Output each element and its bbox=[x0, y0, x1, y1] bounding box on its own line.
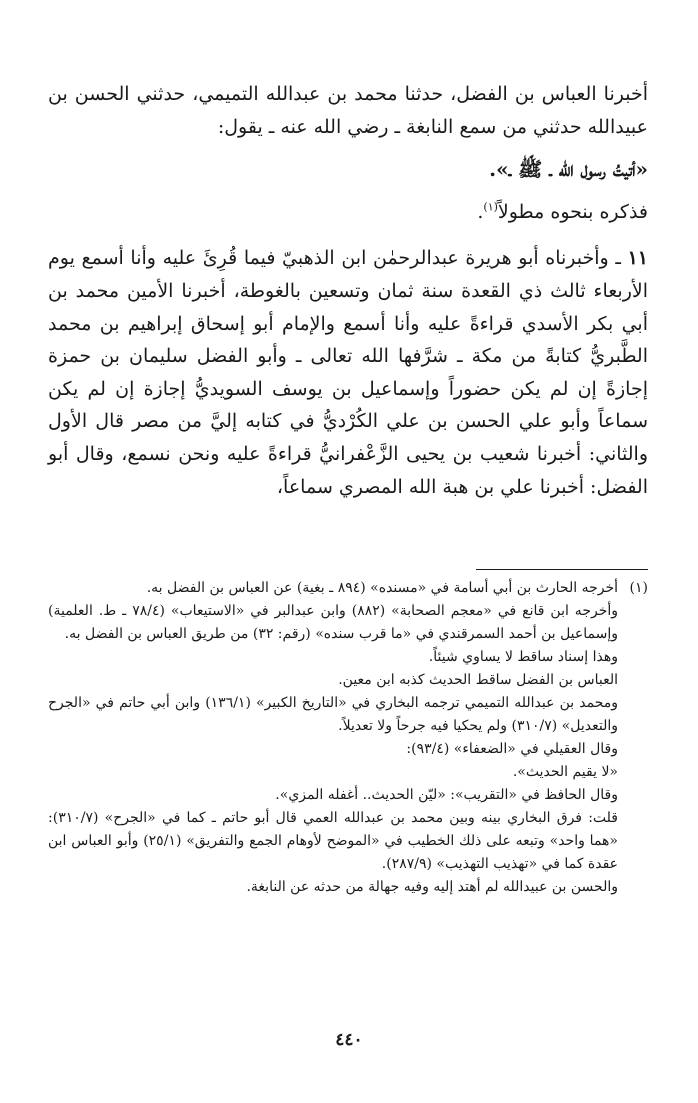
after-quote-end: . bbox=[477, 200, 484, 223]
footnote-line: ومحمد بن عبدالله التميمي ترجمه البخاري في «التاريخ الكبير» (١٣٦/١) وابن أبي حاتم في «الجرح والتعديل» (٣١٠/٧) ولم يحكيا فيه جرحاً ولا تعديلاً. bbox=[48, 695, 618, 734]
footnote-line: العباس بن الفضل ساقط الحديث كذبه ابن معين. bbox=[338, 672, 618, 688]
footnote-line: «لا يقيم الحديث». bbox=[512, 764, 618, 780]
footnote-line: وهذا إسناد ساقط لا يساوي شيئاً. bbox=[428, 649, 618, 665]
footnote-reference: (١) bbox=[483, 200, 498, 214]
footnotes bbox=[48, 577, 648, 899]
footnote-marker: (١) bbox=[629, 580, 648, 596]
page-number: ٤٤٠ bbox=[335, 1030, 363, 1050]
after-quote-text: فذكره بنحوه مطولاً bbox=[497, 200, 648, 223]
footnote-line: قلت: فرق البخاري بينه وبين محمد بن عبدالله العمي قال أبو حاتم ـ كما في «الجرح» (٣١٠/٧): «هما واحد» وتبعه على ذلك الخطيب في «الموضح لأوهام الجمع والتفريق» (٢٥/١) وأبو العباس ابن عقدة كما في «تهذيب التهذيب» (٢٨٧/٩). bbox=[48, 810, 618, 872]
hadith-number: ١١ bbox=[627, 247, 648, 270]
hadith-quote: «أتيتُ رسول الله ـ ﷺ ـ». bbox=[489, 157, 648, 182]
footnote-separator bbox=[476, 569, 648, 570]
after-quote-paragraph bbox=[48, 196, 648, 229]
hadith-paragraph bbox=[48, 242, 648, 503]
footnote-line: وأخرجه ابن قانع في «معجم الصحابة» (٨٨٢) وابن عبدالبر في «الاستيعاب» (٧٨/٤ ـ ط. العلمية) وإسماعيل بن أحمد السمرقندي في «ما قرب سنده» (رقم: ٣٢) من طريق العباس بن الفضل به. bbox=[48, 603, 618, 642]
footnote-line: وقال العقيلي في «الضعفاء» (٩٣/٤): bbox=[406, 741, 618, 757]
hadith-text: ـ وأخبرناه أبو هريرة عبدالرحمٰن ابن الذهبيّ فيما قُرِئَ عليه وأنا أسمع يوم الأربعاء ثالث ذي القعدة سنة ثمان وتسعين بالغوطة، أخبرنا الأمين محمد بن أبي بكر الأسدي قراءةً عليه وأنا أسمع والإمام أبو إسحاق إبراهيم بن محمد الطَّبريُّ كتابةً من مكة ـ شرَّفها الله تعالى ـ وأبو الفضل سليمان بن حمزة إجازةً إن لم يكن حضوراً وإسماعيل بن يوسف السويديُّ إجازة إن لم يكن سماعاً وأبو علي الحسن بن علي الكُرْديُّ في كتابه إليَّ من مصر قال الأول والثاني: أخبرنا شعيب بن يحيى الزَّعْفرانيُّ قراءةً عليه ونحن نسمع، وقال أبو الفضل: أخبرنا علي بن هبة الله المصري سماعاً، bbox=[48, 247, 648, 498]
page-body bbox=[48, 78, 648, 503]
footnote-line bbox=[48, 577, 648, 600]
footnote-text: أخرجه الحارث بن أبي أسامة في «مسنده» (٨٩٤ ـ بغية) عن العباس بن الفضل به. bbox=[146, 580, 618, 596]
main-text bbox=[48, 78, 648, 503]
footnote-line: وقال الحافظ في «التقريب»: «ليّن الحديث.. أغفله المزي». bbox=[275, 787, 618, 803]
footnote-line: والحسن بن عبيدالله لم أهتد إليه وفيه جهالة من حدثه عن النابغة. bbox=[246, 879, 618, 895]
isnad-paragraph: أخبرنا العباس بن الفضل، حدثنا محمد بن عبدالله التميمي، حدثني الحسن بن عبيدالله حدثني من سمع النابغة ـ رضي الله عنه ـ يقول: bbox=[48, 83, 648, 138]
